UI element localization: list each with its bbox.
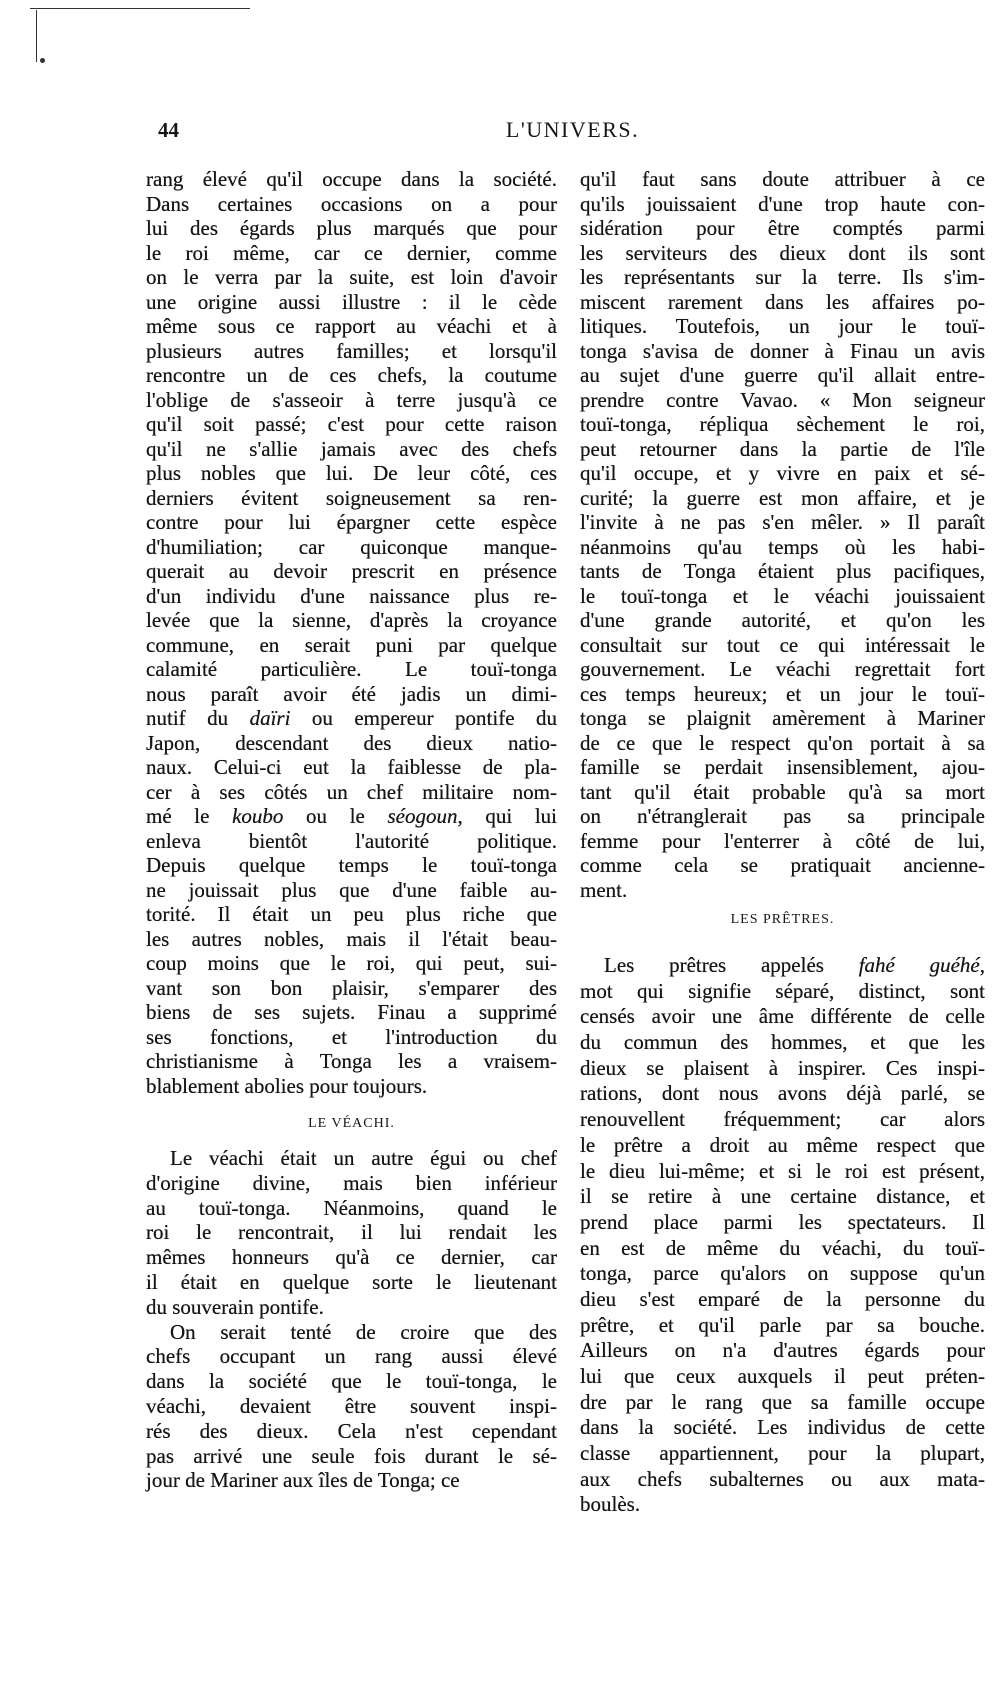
text-line: pas arrivé une seule fois durant le sé- <box>146 1443 557 1468</box>
text-line: comme cela se pratiquait ancienne- <box>580 853 985 877</box>
text-line: prêtre, et qu'il parle par sa bouche. <box>580 1312 985 1337</box>
text-line: chefs occupant un rang aussi élevé <box>146 1344 557 1369</box>
text-line: mot qui signifie séparé, distinct, sont <box>580 978 985 1003</box>
text-line: famille se perdait insensiblement, ajou- <box>580 755 985 779</box>
text-line: le touï-tonga et le véachi jouissaient <box>580 583 985 608</box>
text-line: sidération pour être comptés parmi <box>580 216 985 240</box>
paragraph <box>580 953 985 1518</box>
text-line: Japon, descendant des dieux natio- <box>146 730 557 755</box>
text-line: boulès. <box>580 1492 641 1517</box>
text-line: cer à ses côtés un chef militaire nom- <box>146 779 557 804</box>
text-segment: ou empereur pontife du <box>290 706 557 730</box>
text-line: il était en quelque sorte le lieutenant <box>146 1269 557 1294</box>
italic-term: séogoun <box>387 804 458 828</box>
text-line: plus nobles que lui. De leur côté, ces <box>146 461 557 485</box>
text-line: blablement abolies pour toujours. <box>146 1073 428 1098</box>
text-line: qu'il soit passé; c'est pour cette raison <box>146 412 557 436</box>
text-line: prendre contre Vavao. « Mon seigneur <box>580 387 985 412</box>
text-line: curité; la guerre est mon affaire, et je <box>580 485 985 510</box>
text-line: torité. Il était un peu plus riche que <box>146 902 557 926</box>
text-line: rés des dieux. Cela n'est cependant <box>146 1418 557 1443</box>
text-line: qu'ils jouissaient d'une trop haute con- <box>580 191 985 216</box>
text-line: d'origine divine, mais bien inférieur <box>146 1170 557 1195</box>
text-line: litiques. Toutefois, un jour le touï- <box>580 314 985 338</box>
text-line: même sous ce rapport au véachi et à <box>146 314 557 338</box>
text-line: une origine aussi illustre : il le cède <box>146 289 557 314</box>
text-line: biens de ses sujets. Finau a supprimé <box>146 1000 557 1024</box>
text-line: peut retourner dans la partie de l'île <box>580 436 985 461</box>
text-line: rations, dont nous avons déjà parlé, se <box>580 1081 985 1106</box>
text-line: jour de Mariner aux îles de Tonga; ce <box>146 1468 460 1493</box>
text-line: on le verra par la suite, est loin d'avoir <box>146 265 557 289</box>
text-line: au sujet d'une guerre qu'il allait entre- <box>580 363 985 387</box>
text-line: nous paraît avoir été jadis un dimi- <box>146 681 557 706</box>
text-line: prend place parmi les spectateurs. Il <box>580 1209 985 1234</box>
left-column <box>146 167 557 1493</box>
text-line: au touï-tonga. Néanmoins, quand le <box>146 1195 557 1220</box>
text-line: renouvellent fréquemment; car alors <box>580 1107 985 1132</box>
text-line: censés avoir une âme différente de celle <box>580 1004 985 1029</box>
text-line: les représentants sur la terre. Ils s'im- <box>580 265 985 289</box>
text-line: qu'il faut sans doute attribuer à ce <box>580 167 985 191</box>
text-line: lui que ceux auxquels il peut préten- <box>580 1364 985 1388</box>
text-line: qu'il occupe, et y vivre en paix et sé- <box>580 461 985 485</box>
text-line: véachi, devaient être souvent inspi- <box>146 1393 557 1418</box>
text-line: Depuis quelque temps le touï-tonga <box>146 853 557 877</box>
text-line: christianisme à Tonga les a vraisem- <box>146 1049 557 1073</box>
running-title: L'UNIVERS. <box>505 117 640 142</box>
right-column <box>580 167 985 1518</box>
text-line: tants de Tonga étaient plus pacifiques, <box>580 559 985 583</box>
text-line: le prêtre a droit au même respect que <box>580 1132 985 1157</box>
text-line: aux chefs subalternes ou aux mata- <box>580 1466 985 1491</box>
text-segment: , qui lui <box>457 804 558 828</box>
text-line: plusieurs autres familles; et lorsqu'il <box>146 338 557 363</box>
paragraph <box>146 1320 557 1494</box>
text-line: du commun des hommes, et que les <box>580 1030 985 1055</box>
text-segment: Les prêtres appelés <box>604 953 859 977</box>
text-line: roi le rencontrait, il lui rendait les <box>146 1220 557 1245</box>
scan-artifact-line <box>30 8 250 9</box>
paragraph <box>580 167 985 902</box>
text-line: néanmoins qu'au temps où les habi- <box>580 534 985 559</box>
text-line: ses fonctions, et l'introduction du <box>146 1024 557 1049</box>
text-line: ne jouissait plus que d'une faible au- <box>146 877 557 902</box>
paragraph <box>146 1146 557 1320</box>
text-line: contre pour lui épargner cette espèce <box>146 510 557 534</box>
text-line: Le véachi était un autre égui ou chef <box>170 1146 557 1170</box>
section-heading: LES PRÊTRES. <box>730 912 835 927</box>
text-line: naux. Celui-ci eut la faiblesse de pla- <box>146 755 557 779</box>
text-line: commune, en serait puni par quelque <box>146 632 557 657</box>
text-line <box>580 953 985 979</box>
text-line: tonga s'avisa de donner à Finau un avis <box>580 338 985 363</box>
text-line: Ailleurs on n'a d'autres égards pour <box>580 1338 985 1363</box>
text-line: consultait sur tout ce qui intéressait le <box>580 632 985 657</box>
text-line: tant qu'il était probable qu'à sa mort <box>580 779 985 804</box>
italic-term: daïri <box>249 706 291 730</box>
text-line: miscent rarement dans les affaires po- <box>580 289 985 314</box>
text-line: touï-tonga, répliqua sèchement le roi, <box>580 412 985 436</box>
text-segment: , <box>979 953 985 977</box>
text-line: enleva bientôt l'autorité politique. <box>146 828 557 853</box>
text-line <box>146 804 557 829</box>
text-line: femme pour l'enterrer à côté de lui, <box>580 828 985 853</box>
text-line: l'oblige de s'asseoir à terre jusqu'à ce <box>146 387 557 412</box>
text-line: dieux se plaisent à inspirer. Ces inspi- <box>580 1055 985 1080</box>
text-segment: nutif du <box>146 706 250 730</box>
text-line: classe appartiennent, pour la plupart, <box>580 1441 985 1466</box>
scan-artifact-mark <box>36 10 37 62</box>
text-line: ment. <box>580 877 628 902</box>
text-line: tonga, parce qu'alors on suppose qu'un <box>580 1261 985 1286</box>
text-line: qu'il ne s'allie jamais avec des chefs <box>146 436 557 461</box>
text-line: lui des égards plus marqués que pour <box>146 216 557 240</box>
text-line: querait au devoir prescrit en présence <box>146 559 557 583</box>
text-line: derniers évitent soigneusement sa ren- <box>146 485 557 510</box>
text-line <box>146 706 557 731</box>
scan-artifact-dot <box>40 58 45 63</box>
text-line: d'un individu d'une naissance plus re- <box>146 583 557 608</box>
text-line: il se retire à une certaine distance, et <box>580 1184 985 1209</box>
text-line: ces temps heureux; et un jour le touï- <box>580 681 985 706</box>
text-line: On serait tenté de croire que des <box>170 1319 557 1344</box>
text-segment: ou le <box>283 804 388 828</box>
text-line: Dans certaines occasions on a pour <box>146 191 557 216</box>
text-line: gouvernement. Le véachi regrettait fort <box>580 657 985 681</box>
italic-term: fahé guéhé <box>858 953 980 977</box>
text-line: les serviteurs des dieux dont ils sont <box>580 240 985 265</box>
text-line: le dieu lui-même; et si le roi est présent, <box>580 1158 985 1183</box>
text-line: vant son bon plaisir, s'emparer des <box>146 975 557 1000</box>
text-line: en est de même du véachi, du touï- <box>580 1235 985 1260</box>
text-line: dieu s'est emparé de la personne du <box>580 1286 985 1311</box>
page-number: 44 <box>158 118 179 142</box>
text-line: de ce que le respect qu'on portait à sa <box>580 730 985 755</box>
text-line: dre par le rang que sa famille occupe <box>580 1389 985 1414</box>
text-line: les autres nobles, mais il l'était beau- <box>146 926 557 951</box>
text-line: coup moins que le roi, qui peut, sui- <box>146 951 557 975</box>
text-line: d'une grande autorité, et qu'on les <box>580 608 985 632</box>
italic-term: koubo <box>232 804 284 828</box>
text-line: l'invite à ne pas s'en mêler. » Il paraît <box>580 510 985 534</box>
text-line: le roi même, car ce dernier, comme <box>146 240 557 265</box>
text-line: rencontre un de ces chefs, la coutume <box>146 363 557 387</box>
paragraph <box>146 167 557 1098</box>
text-line: rang élevé qu'il occupe dans la société. <box>146 167 557 191</box>
section-heading: LE VÉACHI. <box>308 1116 395 1131</box>
text-line: d'humiliation; car quiconque manque- <box>146 534 557 559</box>
text-segment: mé le <box>146 804 233 828</box>
text-line: du souverain pontife. <box>146 1294 324 1319</box>
text-line: calamité particulière. Le touï-tonga <box>146 657 557 681</box>
text-line: mêmes honneurs qu'à ce dernier, car <box>146 1245 557 1270</box>
text-line: tonga se plaignit amèrement à Mariner <box>580 706 985 730</box>
text-line: on n'étranglerait pas sa principale <box>580 804 985 828</box>
text-line: levée que la sienne, d'après la croyance <box>146 608 557 632</box>
text-line: dans la société. Les individus de cette <box>580 1415 985 1440</box>
text-line: dans la société que le touï-tonga, le <box>146 1369 557 1394</box>
